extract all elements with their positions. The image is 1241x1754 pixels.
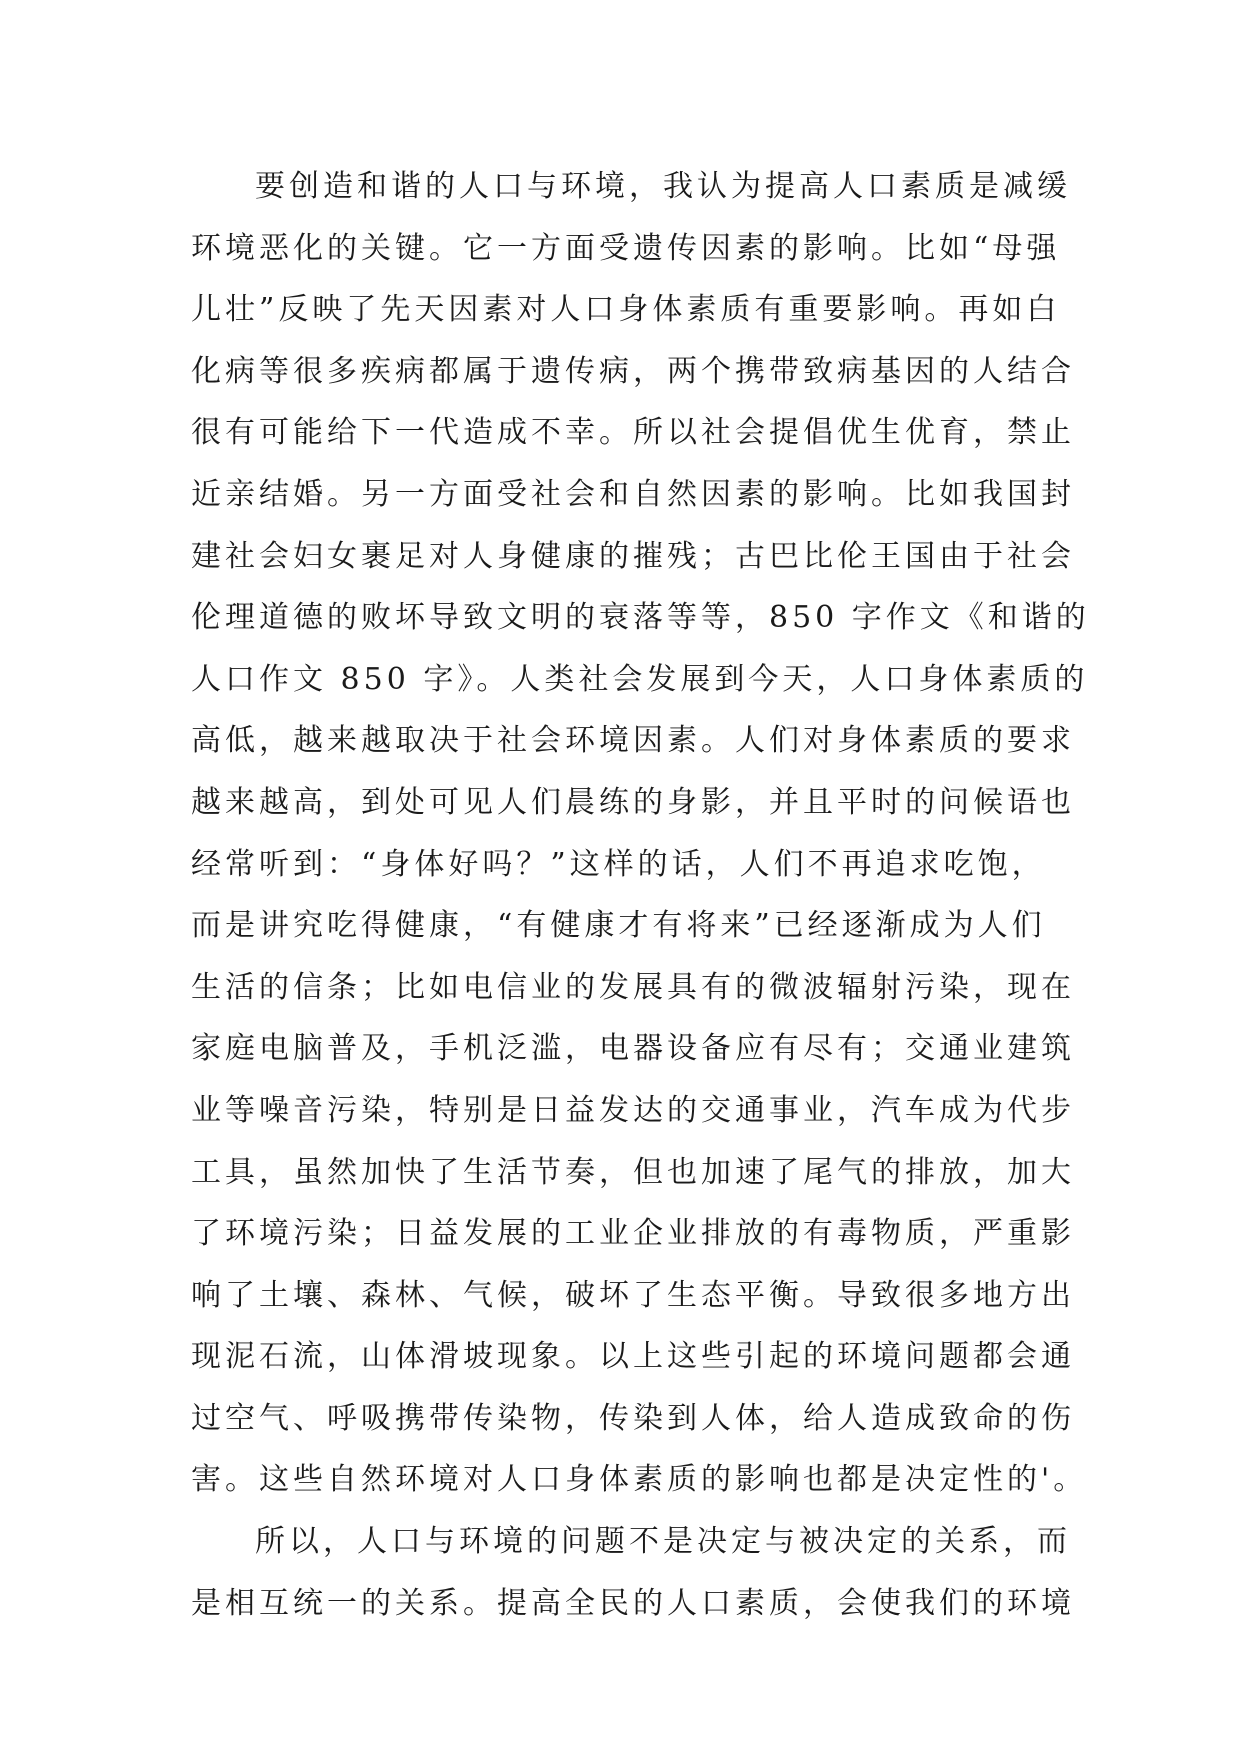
text-line: 工具，虽然加快了生活节奏，但也加速了尾气的排放，加大 <box>191 1154 1075 1190</box>
text-line: 生活的信条；比如电信业的发展具有的微波辐射污染，现在 <box>191 969 1075 1005</box>
paragraph-2 <box>191 1511 1075 1634</box>
text-line: 响了土壤、森林、气候，破坏了生态平衡。导致很多地方出 <box>191 1277 1075 1313</box>
text-line: 过空气、呼吸携带传染物，传染到人体，给人造成致命的伤 <box>191 1400 1075 1436</box>
text-line: 要创造和谐的人口与环境，我认为提高人口素质是减缓 <box>255 169 1071 204</box>
body-text <box>191 156 1090 1634</box>
text-line: 高低，越来越取决于社会环境因素。人们对身体素质的要求 <box>191 723 1075 759</box>
text-line: 业等噪音污染，特别是日益发达的交通事业，汽车成为代步 <box>191 1092 1075 1128</box>
text-line: 害。这些自然环境对人口身体素质的影响也都是决定性的'。 <box>191 1462 1088 1498</box>
text-line: 化病等很多疾病都属于遗传病，两个携带致病基因的人结合 <box>191 353 1075 389</box>
text-line: 是相互统一的关系。提高全民的人口素质，会使我们的环境 <box>191 1585 1075 1621</box>
text-line: 近亲结婚。另一方面受社会和自然因素的影响。比如我国封 <box>191 476 1075 512</box>
paragraph-1 <box>191 156 1090 1511</box>
text-line: 建社会妇女裹足对人身健康的摧残；古巴比伦王国由于社会 <box>191 538 1075 574</box>
text-line: 现泥石流，山体滑坡现象。以上这些引起的环境问题都会通 <box>191 1339 1075 1375</box>
text-line: 而是讲究吃得健康，“有健康才有将来”已经逐渐成为人们 <box>191 908 1046 944</box>
text-line: 伦理道德的败坏导致文明的衰落等等，850 字作文《和谐的 <box>191 600 1090 636</box>
text-line: 越来越高，到处可见人们晨练的身影，并且平时的问候语也 <box>191 784 1075 820</box>
text-line: 很有可能给下一代造成不幸。所以社会提倡优生优育，禁止 <box>191 415 1075 451</box>
text-line: 人口作文 850 字》。人类社会发展到今天，人口身体素质的 <box>191 661 1089 697</box>
text-line: 所以，人口与环境的问题不是决定与被决定的关系，而 <box>255 1524 1071 1560</box>
text-line: 儿壮”反映了先天因素对人口身体素质有重要影响。再如白 <box>191 292 1061 328</box>
text-line: 环境恶化的关键。它一方面受遗传因素的影响。比如“母强 <box>191 230 1061 266</box>
text-line: 经常听到：“身体好吗？”这样的话，人们不再追求吃饱， <box>191 846 1046 882</box>
text-line: 了环境污染；日益发展的工业企业排放的有毒物质，严重影 <box>191 1216 1075 1252</box>
text-line: 家庭电脑普及，手机泛滥，电器设备应有尽有；交通业建筑 <box>191 1031 1075 1067</box>
